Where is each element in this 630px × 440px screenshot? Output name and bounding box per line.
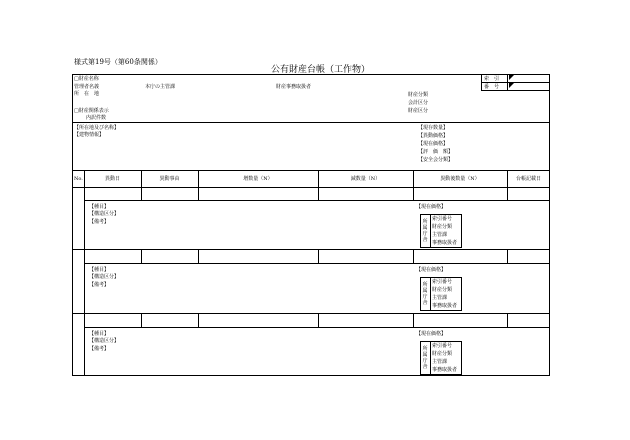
index-label: 索 引 [484,76,500,82]
record-2-remarks: 【備考】 [89,282,110,288]
record-1-structure: 【構造区分】 [89,211,120,217]
asset-class-label: 財産区分 [408,108,429,114]
form-number: 様式第19号（第60条関係） [74,58,162,66]
record-3-cat: 財産分類 [432,351,453,357]
site-name-label: 【所在地及び名称】 [74,125,120,131]
record-1-vertical: 所属庁舎 [422,219,428,243]
record-2-dept: 主管課 [432,295,448,301]
record-2-index-no: 索引番号 [432,279,453,285]
acq-value-label: 【異動価格】 [418,133,449,139]
current-qty-label: 【現存数量】 [418,125,449,131]
record-3-kind: 【種目】 [89,331,110,337]
record-1-dept: 主管課 [432,232,448,238]
building-info-label: 【建物情報】 [74,132,105,138]
corner-mark-icon [508,74,516,91]
col-date-header: 異動日 [104,176,120,182]
item-name-label: □財産名称 [74,76,99,82]
record-1-current-value: 【現在価格】 [416,204,447,210]
record-2-structure: 【構造区分】 [89,274,120,280]
record-3-vertical: 所属庁舎 [422,346,428,370]
record-1-handler: 事務取扱者 [432,240,458,246]
number-label: 番 号 [484,84,500,90]
col-ref-header: 台帳記載日 [515,176,541,182]
current-value-label: 【現在価格】 [418,141,449,147]
location-label: 所 在 地 [74,91,100,97]
record-1-cat: 財産分類 [432,224,453,230]
col-increase-header: 増数量（N） [243,176,273,182]
record-1-index-no: 索引番号 [432,216,453,222]
record-2-handler: 事務取扱者 [432,303,458,309]
dept-manager-label: 本庁の主管課 [145,84,176,90]
record-3-remarks: 【備考】 [89,346,110,352]
col-event-header: 異動事由 [159,176,180,182]
record-2-current-value: 【現在価格】 [416,267,447,273]
detail-count-label: 内訳件数 [86,115,107,121]
related-display-label: □財産関係表示 [74,108,109,114]
record-1-kind: 【種目】 [89,204,110,210]
record-3-current-value: 【現在価格】 [416,331,447,337]
asset-category-label: 財産分類 [408,92,429,98]
insurance-label: 【安全会分類】 [418,157,454,163]
record-3-dept: 主管課 [432,359,448,365]
record-3-handler: 事務取扱者 [432,367,458,373]
record-2-kind: 【種目】 [89,267,110,273]
record-2-cat: 財産分類 [432,287,453,293]
col-decrease-header: 減数量（N） [350,176,381,182]
form-frame [72,74,550,376]
record-1-remarks: 【備考】 [89,219,110,225]
permit-category-label: 会計区分 [408,100,429,106]
record-2-vertical: 所属庁舎 [422,282,428,306]
form-title: 公有財産台帳（工作物） [271,65,371,75]
record-3-structure: 【構造区分】 [89,338,120,344]
asset-handler-label: 財産事務取扱者 [276,84,312,90]
admin-name-label: 管理者名義 [74,84,100,90]
record-3-index-no: 索引番号 [432,343,453,349]
rating-label: 【評 価 額】 [418,149,454,155]
col-no-header: No. [74,176,83,182]
col-after-header: 異動後数量（N） [440,176,480,182]
